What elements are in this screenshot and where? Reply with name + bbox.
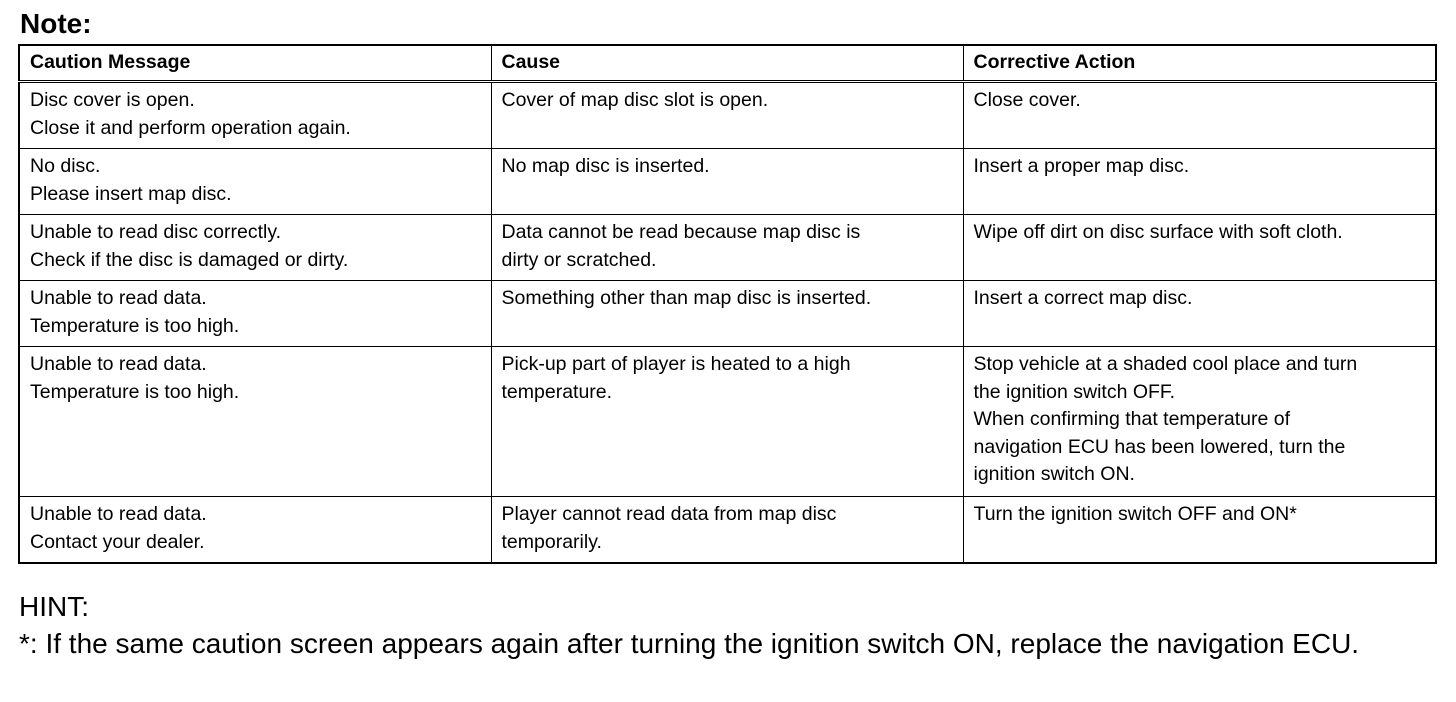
note-title: Note: [20,8,92,39]
cause-cell: Something other than map disc is inserted. [491,281,963,347]
caution-message-cell: Unable to read disc correctly. Check if the disc is damaged or dirty. [19,215,491,281]
table-row [19,281,1436,347]
caution-message-cell: Unable to read data. Contact your dealer. [19,497,491,564]
caution-message-table [18,44,1437,564]
cause-cell: Cover of map disc slot is open. [491,82,963,149]
hint-text: *: If the same caution screen appears again after turning the ignition switch ON, replace the navigation ECU. [19,628,1360,659]
corrective-action-cell: Insert a correct map disc. [963,281,1436,347]
caution-message-cell: No disc. Please insert map disc. [19,149,491,215]
hint-label: HINT: [19,591,89,622]
corrective-action-cell: Stop vehicle at a shaded cool place and turn the ignition switch OFF. When confirming that temperature of navigation ECU has been lowered, turn the ignition switch ON. [963,347,1436,497]
column-header-cause: Cause [491,45,963,82]
table-row [19,215,1436,281]
caution-message-cell: Unable to read data. Temperature is too high. [19,281,491,347]
cause-cell: No map disc is inserted. [491,149,963,215]
cause-cell: Player cannot read data from map disc temporarily. [491,497,963,564]
cause-cell: Data cannot be read because map disc is dirty or scratched. [491,215,963,281]
caution-message-cell: Disc cover is open. Close it and perform operation again. [19,82,491,149]
column-header-caution-message: Caution Message [19,45,491,82]
cause-cell: Pick-up part of player is heated to a high temperature. [491,347,963,497]
corrective-action-cell: Turn the ignition switch OFF and ON* [963,497,1436,564]
table-row [19,347,1436,497]
corrective-action-cell: Insert a proper map disc. [963,149,1436,215]
column-header-corrective-action: Corrective Action [963,45,1436,82]
hint-section [19,588,1439,662]
corrective-action-cell: Wipe off dirt on disc surface with soft cloth. [963,215,1436,281]
table-row [19,82,1436,149]
corrective-action-cell: Close cover. [963,82,1436,149]
table-row [19,497,1436,564]
caution-message-cell: Unable to read data. Temperature is too high. [19,347,491,497]
table-header-row [19,45,1436,82]
table-row [19,149,1436,215]
